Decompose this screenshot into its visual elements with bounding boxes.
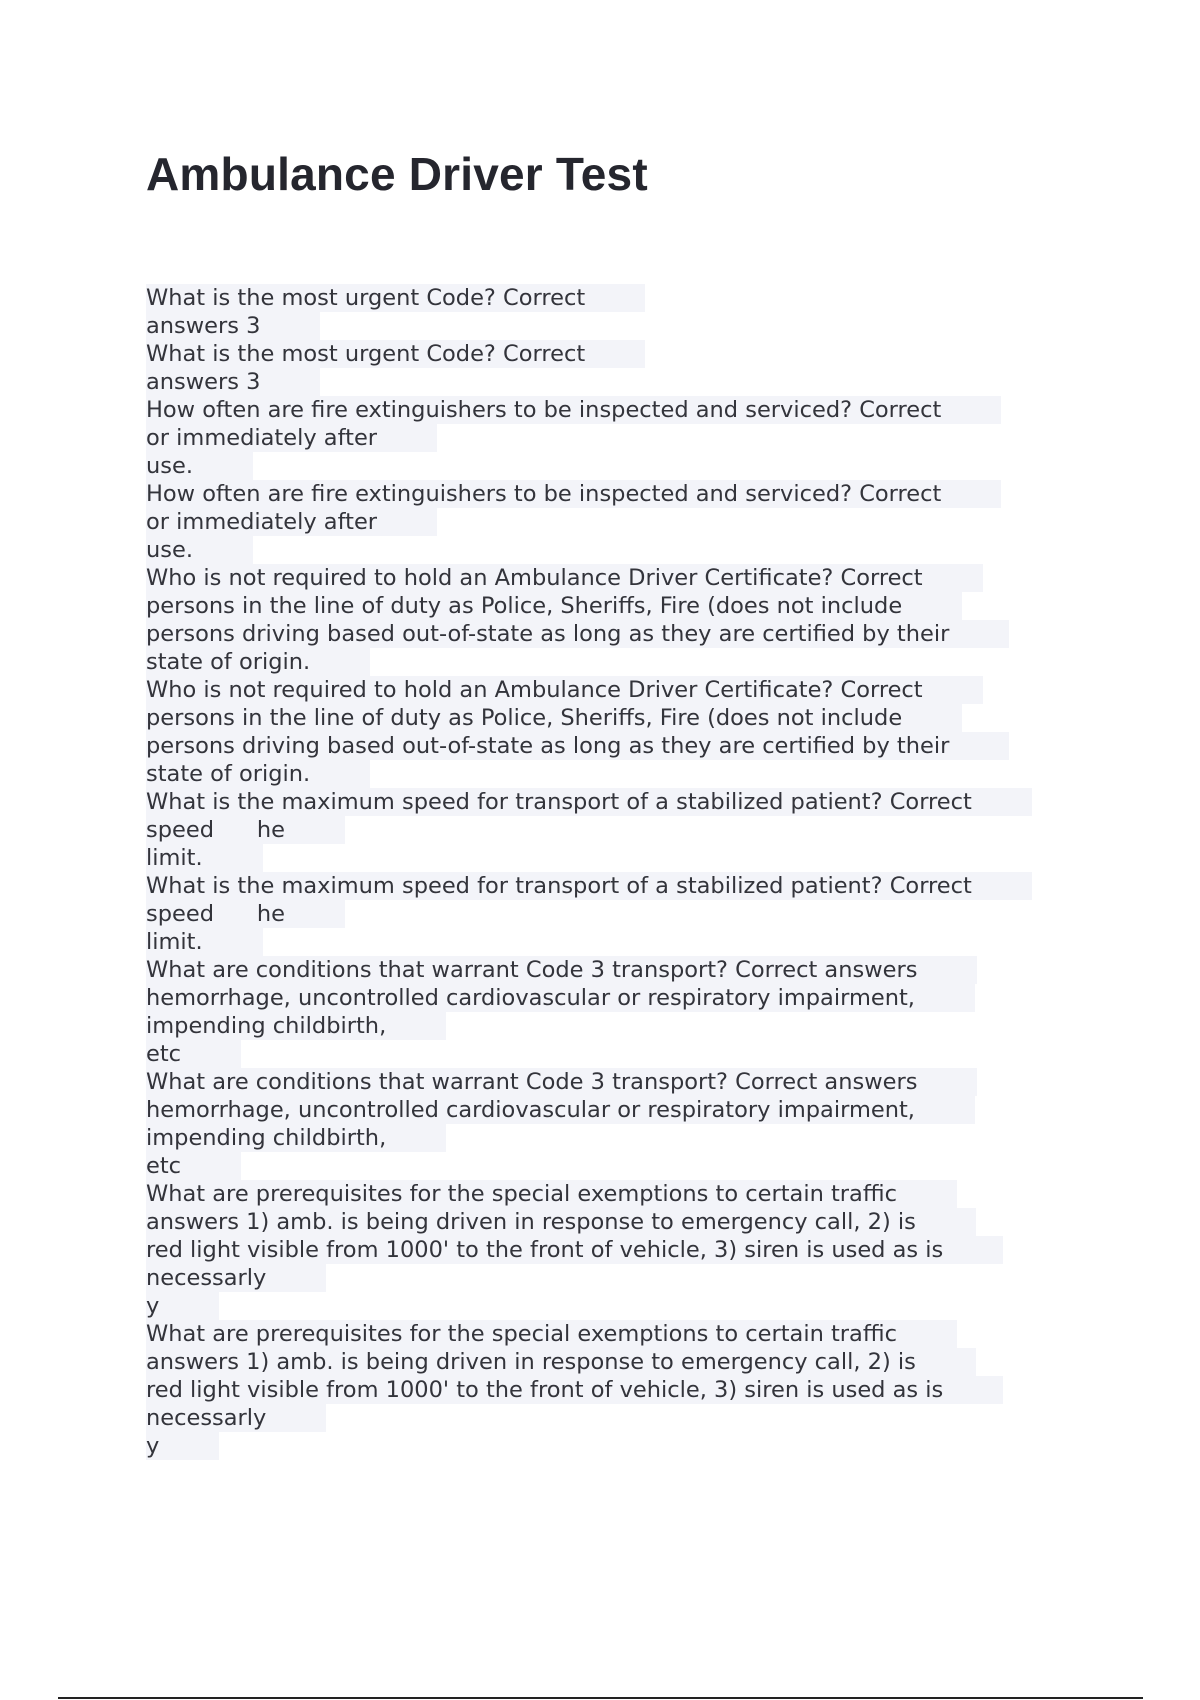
text-line: speed he	[146, 900, 1106, 928]
text-line: What is the maximum speed for transport of a stabilized patient? Correct	[146, 788, 1106, 816]
text-line: answers 1) amb. is being driven in response to emergency call, 2) is	[146, 1208, 1106, 1236]
text-line: Who is not required to hold an Ambulance Driver Certificate? Correct	[146, 564, 1106, 592]
text-line: persons driving based out-of-state as long as they are certified by their	[146, 732, 1106, 760]
text-line: or immediately after	[146, 508, 1106, 536]
text-line: impending childbirth,	[146, 1124, 1106, 1152]
text-line: or immediately after	[146, 424, 1106, 452]
text-line: hemorrhage, uncontrolled cardiovascular or respiratory impairment,	[146, 984, 1106, 1012]
text-line: What is the most urgent Code? Correct	[146, 340, 1106, 368]
text-line: persons driving based out-of-state as long as they are certified by their	[146, 620, 1106, 648]
document-title: Ambulance Driver Test	[146, 148, 648, 200]
text-line: necessarly	[146, 1404, 1106, 1432]
text-line: red light visible from 1000' to the front of vehicle, 3) siren is used as is	[146, 1236, 1106, 1264]
text-line: etc	[146, 1040, 1106, 1068]
text-line: How often are fire extinguishers to be inspected and serviced? Correct	[146, 396, 1106, 424]
text-line: answers 3	[146, 368, 1106, 396]
document-body	[146, 284, 1106, 1460]
text-line: hemorrhage, uncontrolled cardiovascular or respiratory impairment,	[146, 1096, 1106, 1124]
text-line: use.	[146, 452, 1106, 480]
text-line: use.	[146, 536, 1106, 564]
text-line: state of origin.	[146, 760, 1106, 788]
footer-divider	[58, 1697, 1143, 1699]
text-line: What is the most urgent Code? Correct	[146, 284, 1106, 312]
text-line: What are conditions that warrant Code 3 transport? Correct answers	[146, 1068, 1106, 1096]
text-line: persons in the line of duty as Police, Sheriffs, Fire (does not include	[146, 704, 1106, 732]
text-line: persons in the line of duty as Police, Sheriffs, Fire (does not include	[146, 592, 1106, 620]
text-line: limit.	[146, 844, 1106, 872]
text-line: y	[146, 1292, 1106, 1320]
text-line: What is the maximum speed for transport of a stabilized patient? Correct	[146, 872, 1106, 900]
text-line: What are conditions that warrant Code 3 transport? Correct answers	[146, 956, 1106, 984]
text-line: speed he	[146, 816, 1106, 844]
text-line: impending childbirth,	[146, 1012, 1106, 1040]
text-line: limit.	[146, 928, 1106, 956]
text-line: How often are fire extinguishers to be inspected and serviced? Correct	[146, 480, 1106, 508]
text-line: What are prerequisites for the special exemptions to certain traffic	[146, 1320, 1106, 1348]
text-line: necessarly	[146, 1264, 1106, 1292]
text-line: state of origin.	[146, 648, 1106, 676]
text-line: etc	[146, 1152, 1106, 1180]
text-line: y	[146, 1432, 1106, 1460]
text-line: What are prerequisites for the special exemptions to certain traffic	[146, 1180, 1106, 1208]
text-line: Who is not required to hold an Ambulance Driver Certificate? Correct	[146, 676, 1106, 704]
text-line: red light visible from 1000' to the front of vehicle, 3) siren is used as is	[146, 1376, 1106, 1404]
text-line: answers 3	[146, 312, 1106, 340]
text-line: answers 1) amb. is being driven in response to emergency call, 2) is	[146, 1348, 1106, 1376]
